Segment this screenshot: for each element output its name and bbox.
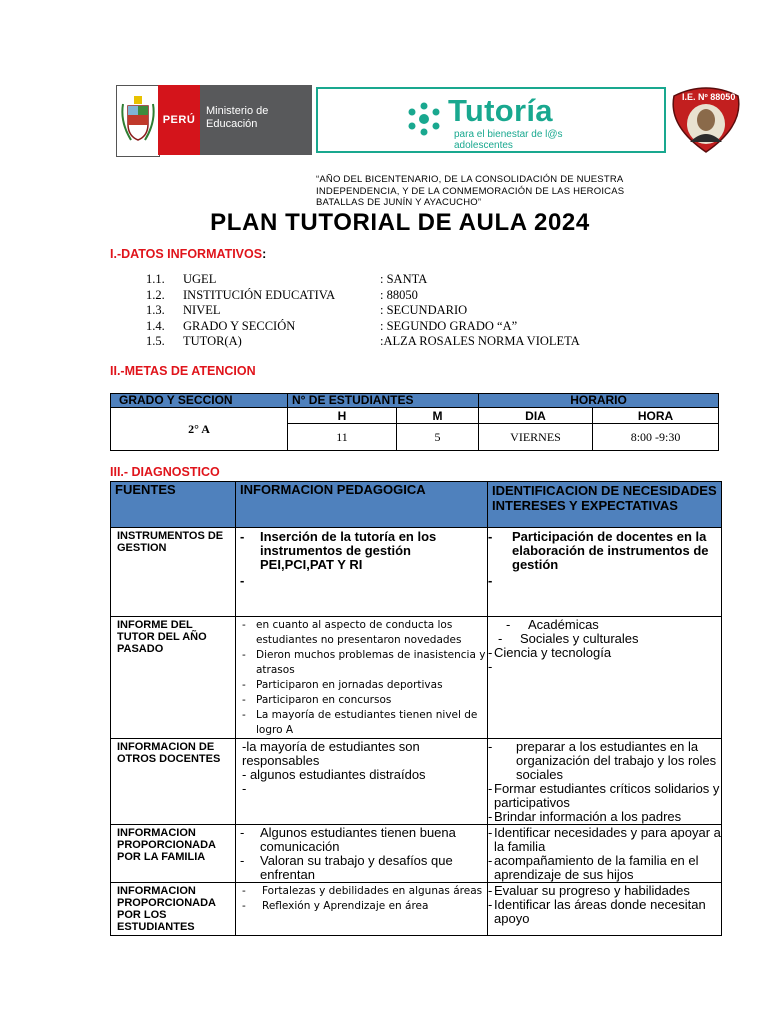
- fuente-cell: INSTRUMENTOS DE GESTION: [111, 528, 236, 617]
- list-item: - Algunos estudiantes tienen buena comunicación: [240, 825, 456, 854]
- table-row: [111, 617, 722, 739]
- horario-header: HORARIO: [479, 394, 719, 408]
- info-cell: [236, 883, 488, 936]
- info-cell: - Inserción de la tutoría en los instrumentos de gestión PEI,PCI,PAT Y RI -: [236, 528, 488, 617]
- ident-cell: [488, 883, 722, 936]
- info-header: INFORMACION PEDAGOGICA: [236, 482, 488, 528]
- ministerio-label: Ministerio de Educación: [200, 85, 312, 155]
- fuente-cell: INFORME DEL TUTOR DEL AÑO PASADO: [111, 617, 236, 739]
- ident-cell: [488, 825, 722, 883]
- table-row: [111, 739, 722, 825]
- school-badge-label: I.E. Nº 88050: [682, 92, 736, 102]
- table-header-row: [111, 482, 722, 528]
- ident-cell: - Académicas - Sociales y culturales - Ciencia y tecnología -: [488, 617, 722, 739]
- table-header-row: [111, 394, 719, 408]
- list-item: - Dieron muchos problemas de inasistencia y atrasos: [242, 649, 486, 676]
- list-item: - Participación de docentes en la elaboración de instrumentos de gestión: [488, 529, 709, 572]
- ministerio-logo: [116, 85, 312, 155]
- list-item: - La mayoría de estudiantes tienen nivel de logro A: [242, 709, 478, 736]
- table-row: [111, 825, 722, 883]
- table-row: [111, 528, 722, 617]
- list-item: - Identificar las áreas donde necesitan apoyo: [488, 897, 706, 926]
- table-subheader-row: [111, 408, 719, 424]
- diagnostico-table: [110, 481, 722, 936]
- table-row: [111, 883, 722, 936]
- list-item: - Reflexión y Aprendizaje en área: [242, 900, 429, 912]
- list-item: -la mayoría de estudiantes son responsables: [242, 739, 420, 768]
- list-item: - Evaluar su progreso y habilidades: [488, 883, 690, 898]
- ident-cell: [488, 739, 722, 825]
- grado-cell: 2° A: [111, 408, 288, 451]
- list-item: - Inserción de la tutoría en los instrumentos de gestión PEI,PCI,PAT Y RI: [240, 529, 437, 572]
- list-item: - Formar estudiantes críticos solidarios y participativos: [488, 781, 720, 810]
- section-1-heading: I.-DATOS INFORMATIVOS:: [110, 247, 267, 261]
- school-emblem: [668, 84, 744, 156]
- list-item: - Identificar necesidades y para apoyar a la familia: [488, 825, 721, 854]
- m-header: M: [397, 408, 479, 424]
- peru-shield-icon: [116, 85, 160, 157]
- list-item: - acompañamiento de la familia en el aprendizaje de sus hijos: [488, 853, 699, 882]
- info-cell: [236, 825, 488, 883]
- year-motto: “AÑO DEL BICENTENARIO, DE LA CONSOLIDACIÓN DE NUESTRA INDEPENDENCIA, Y DE LA CONMEMORACIÓN DE LAS HEROICAS BATALLAS DE JUNÍN Y AYACUCHO”: [316, 174, 625, 208]
- section-2-heading: II.-METAS DE ATENCION: [110, 364, 256, 378]
- tutoria-logo: [316, 87, 666, 153]
- list-item: - Fortalezas y debilidades en algunas áreas: [242, 885, 483, 897]
- tutoria-dots-icon: [404, 101, 444, 137]
- info-cell: [236, 739, 488, 825]
- info-cell: [236, 617, 488, 739]
- fuentes-header: FUENTES: [111, 482, 236, 528]
- tutoria-word: Tutoría: [448, 93, 553, 128]
- m-cell: 5: [397, 424, 479, 451]
- fuente-cell: INFORMACION DE OTROS DOCENTES: [111, 739, 236, 825]
- fuente-cell: INFORMACION PROPORCIONADA POR LOS ESTUDIANTES: [111, 883, 236, 936]
- list-item: - Académicas: [506, 617, 599, 632]
- page-title: PLAN TUTORIAL DE AULA 2024: [210, 209, 590, 236]
- dia-cell: VIERNES: [479, 424, 593, 451]
- grado-header: GRADO Y SECCION: [111, 394, 288, 408]
- tutoria-tagline: para el bienestar de l@s adolescentes: [454, 129, 563, 151]
- list-item: - Valoran su trabajo y desafíos que enfrentan: [240, 853, 453, 882]
- list-item: - Participaron en concursos: [242, 694, 392, 706]
- section-3-heading: III.- DIAGNOSTICO: [110, 465, 220, 479]
- hora-cell: 8:00 -9:30: [593, 424, 719, 451]
- h-header: H: [288, 408, 397, 424]
- list-item: - preparar a los estudiantes en la organización del trabajo y los roles sociales: [488, 739, 717, 782]
- estudiantes-header: N° DE ESTUDIANTES: [288, 394, 479, 408]
- ident-header: IDENTIFICACION DE NECESIDADES INTERESES Y EXPECTATIVAS: [488, 482, 722, 528]
- peru-label: PERÚ: [158, 85, 200, 155]
- list-item: - Brindar información a los padres: [488, 809, 682, 824]
- fuente-cell: INFORMACION PROPORCIONADA POR LA FAMILIA: [111, 825, 236, 883]
- list-item: - Participaron en jornadas deportivas: [242, 679, 443, 691]
- list-item: - Sociales y culturales: [498, 631, 639, 646]
- list-item: - Ciencia y tecnología: [488, 645, 612, 660]
- hora-header: HORA: [593, 408, 719, 424]
- h-cell: 11: [288, 424, 397, 451]
- list-item: -: [242, 781, 247, 796]
- list-item: - en cuanto al aspecto de conducta los estudiantes no presentaron novedades: [242, 619, 462, 646]
- dia-header: DIA: [479, 408, 593, 424]
- ident-cell: - Participación de docentes en la elaboración de instrumentos de gestión -: [488, 528, 722, 617]
- metas-table: [110, 393, 719, 451]
- list-item: - algunos estudiantes distraídos: [242, 767, 426, 782]
